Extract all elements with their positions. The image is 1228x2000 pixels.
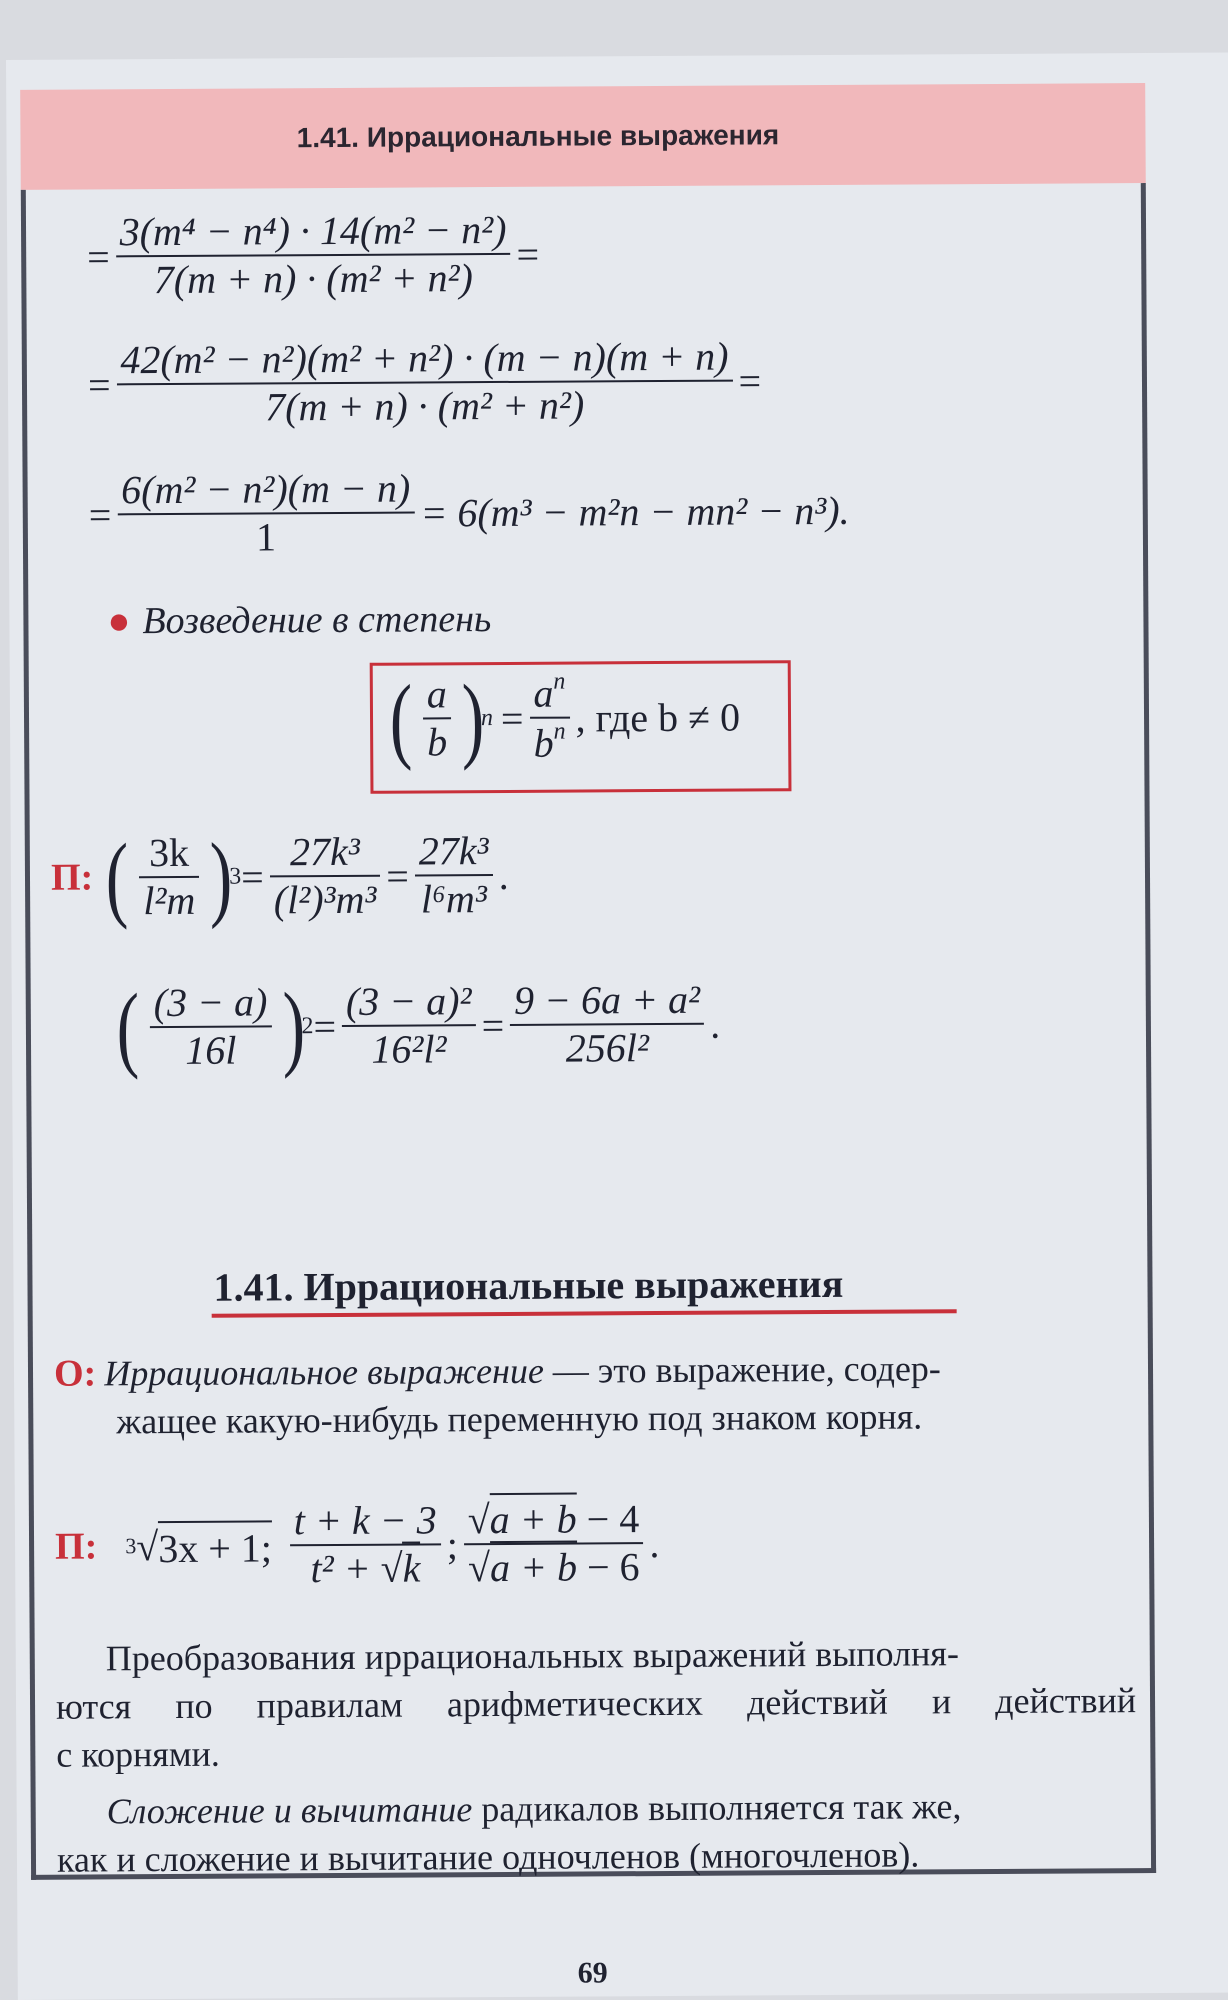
frac1-den-a: t² + <box>310 1545 381 1592</box>
ex2-b-num: (3 − a)² <box>345 978 472 1024</box>
radical-icon: √ <box>136 1523 159 1569</box>
frac1-num: t + k − 3 <box>293 1497 437 1544</box>
definition-text-2: жащее какую-нибудь переменную под знаком корня. <box>116 1396 923 1442</box>
ex2-c-den: 256l² <box>565 1025 650 1071</box>
section-title: 1.41. Иррациональные выражения <box>213 1260 844 1310</box>
equation-line-1: = 3(m⁴ − n⁴) · 14(m² − n²) 7(m + n) · (m² + n²) = <box>87 206 540 303</box>
page-number: 69 <box>577 1956 608 1990</box>
para2-line2: как и сложение и вычитание одночленов (многочленов). <box>56 1834 920 1880</box>
paragraph-addition <box>57 1781 1138 1884</box>
definition-label: О: <box>53 1352 97 1395</box>
power-example-1: П: ( $\frac{3k}{\text{l²m}}$ ) 3 = $\frac{\text{27k³}}{\text{(l²)³m³}}$ = $\frac{\text{27k³}}{\text{l⁶m³}}$ . <box>50 822 509 931</box>
ex1-b-den: (l²)³m³ <box>273 876 377 923</box>
radical-icon: √ <box>380 1545 403 1591</box>
paragraph-transformations <box>56 1628 1137 1779</box>
frac2-num-rest: − 4 <box>576 1496 640 1542</box>
irrational-example-label: П: <box>54 1525 98 1568</box>
example-label: П: <box>50 856 94 899</box>
textbook-page <box>6 53 1228 2000</box>
bullet-dot-icon: ● <box>107 600 131 643</box>
ex2-b-den: 16²l² <box>371 1026 447 1072</box>
para2-line1-rest: радикалов выполняется так же, <box>472 1786 962 1830</box>
ex1-c-den: l⁶m³ <box>420 876 488 922</box>
eq2-denominator: 7(m + n) · (m² + n²) <box>265 382 585 430</box>
eq3-denominator: 1 <box>255 514 277 560</box>
ex1-a-den: l²m <box>143 877 196 924</box>
frac1-den-root: k <box>402 1541 420 1590</box>
eq1-numerator: 3(m⁴ − n⁴) · 14(m² − n²) <box>119 206 507 255</box>
ex1-c-num: 27k³ <box>418 828 489 874</box>
eq1-denominator: 7(m + n) · (m² + n²) <box>153 255 473 303</box>
running-header <box>20 83 1146 190</box>
eq3-numerator: 6(m² − n²)(m − n) <box>121 465 411 513</box>
power-heading <box>107 597 491 643</box>
frac2-den-root: a + b <box>490 1541 577 1591</box>
ex2-a-num: (3 − a) <box>153 979 268 1026</box>
cbrt-radicand: 3x + 1; <box>158 1520 272 1572</box>
eq3-result: = 6(m³ − m²n − mn² − n³). <box>420 487 850 535</box>
eq2-numerator: 42(m² − n²)(m² + n²) · (m − n)(m + n) <box>120 333 729 383</box>
para2-italic: Сложение и вычитание <box>106 1789 473 1832</box>
definition-block <box>54 1343 1135 1446</box>
para1-line2: ются по правилам арифметических действий и действий <box>55 1680 1137 1727</box>
power-rule-condition: , где b ≠ 0 <box>575 694 741 741</box>
radical-icon: √ <box>467 1497 490 1543</box>
ex2-a-den: 16l <box>185 1027 237 1073</box>
definition-term: Иррациональное выражение <box>104 1350 544 1394</box>
header-title: 1.41. Иррациональные выражения <box>296 119 780 154</box>
radical-icon: √ <box>467 1545 491 1591</box>
power-example-2: ( $\frac{(3 - a)}{16l}$ ) 2 = $\frac{\text{(3 − a)²}}{\text{16²l²}}$ = $\frac{\text{9 − 6a + a²}}{\text{256l²}}$ . <box>116 972 721 1081</box>
ex1-a-num: 3k <box>148 829 190 876</box>
power-heading-text: Возведение в степень <box>142 598 492 643</box>
power-rule: ( $\frac{a}{b}$ ) n = $\frac{a^n}{b^n}$ , где b ≠ 0 <box>389 664 741 772</box>
ex1-b-num: 27k³ <box>289 828 360 875</box>
frac2-den-rest: − 6 <box>576 1544 640 1590</box>
equation-line-3: = $\frac{\text{6(m² − n²)(m − n)}}{1}$ = 6(m³ − m²n − mn² − n³). <box>88 465 850 560</box>
irrational-examples: П: 3 √ 3x + 1; $\frac{t + k - 3}{\text{t² + √k}}$ ; $\frac{√a + b - 4}{√a + b - 6}$ . <box>55 1496 660 1594</box>
para1-line1: Преобразования иррациональных выражений выполня- <box>105 1633 960 1679</box>
definition-text-1: — это выражение, содер- <box>543 1348 941 1391</box>
frac2-num-root: a + b <box>490 1493 577 1543</box>
ex2-c-num: 9 − 6a + a² <box>513 976 701 1023</box>
para1-line3: с корнями. <box>56 1733 220 1775</box>
equation-line-2: = 42(m² − n²)(m² + n²) · (m − n)(m + n) 7(m + n) · (m² + n²) = <box>87 333 762 430</box>
cbrt-index: 3 <box>125 1533 137 1559</box>
